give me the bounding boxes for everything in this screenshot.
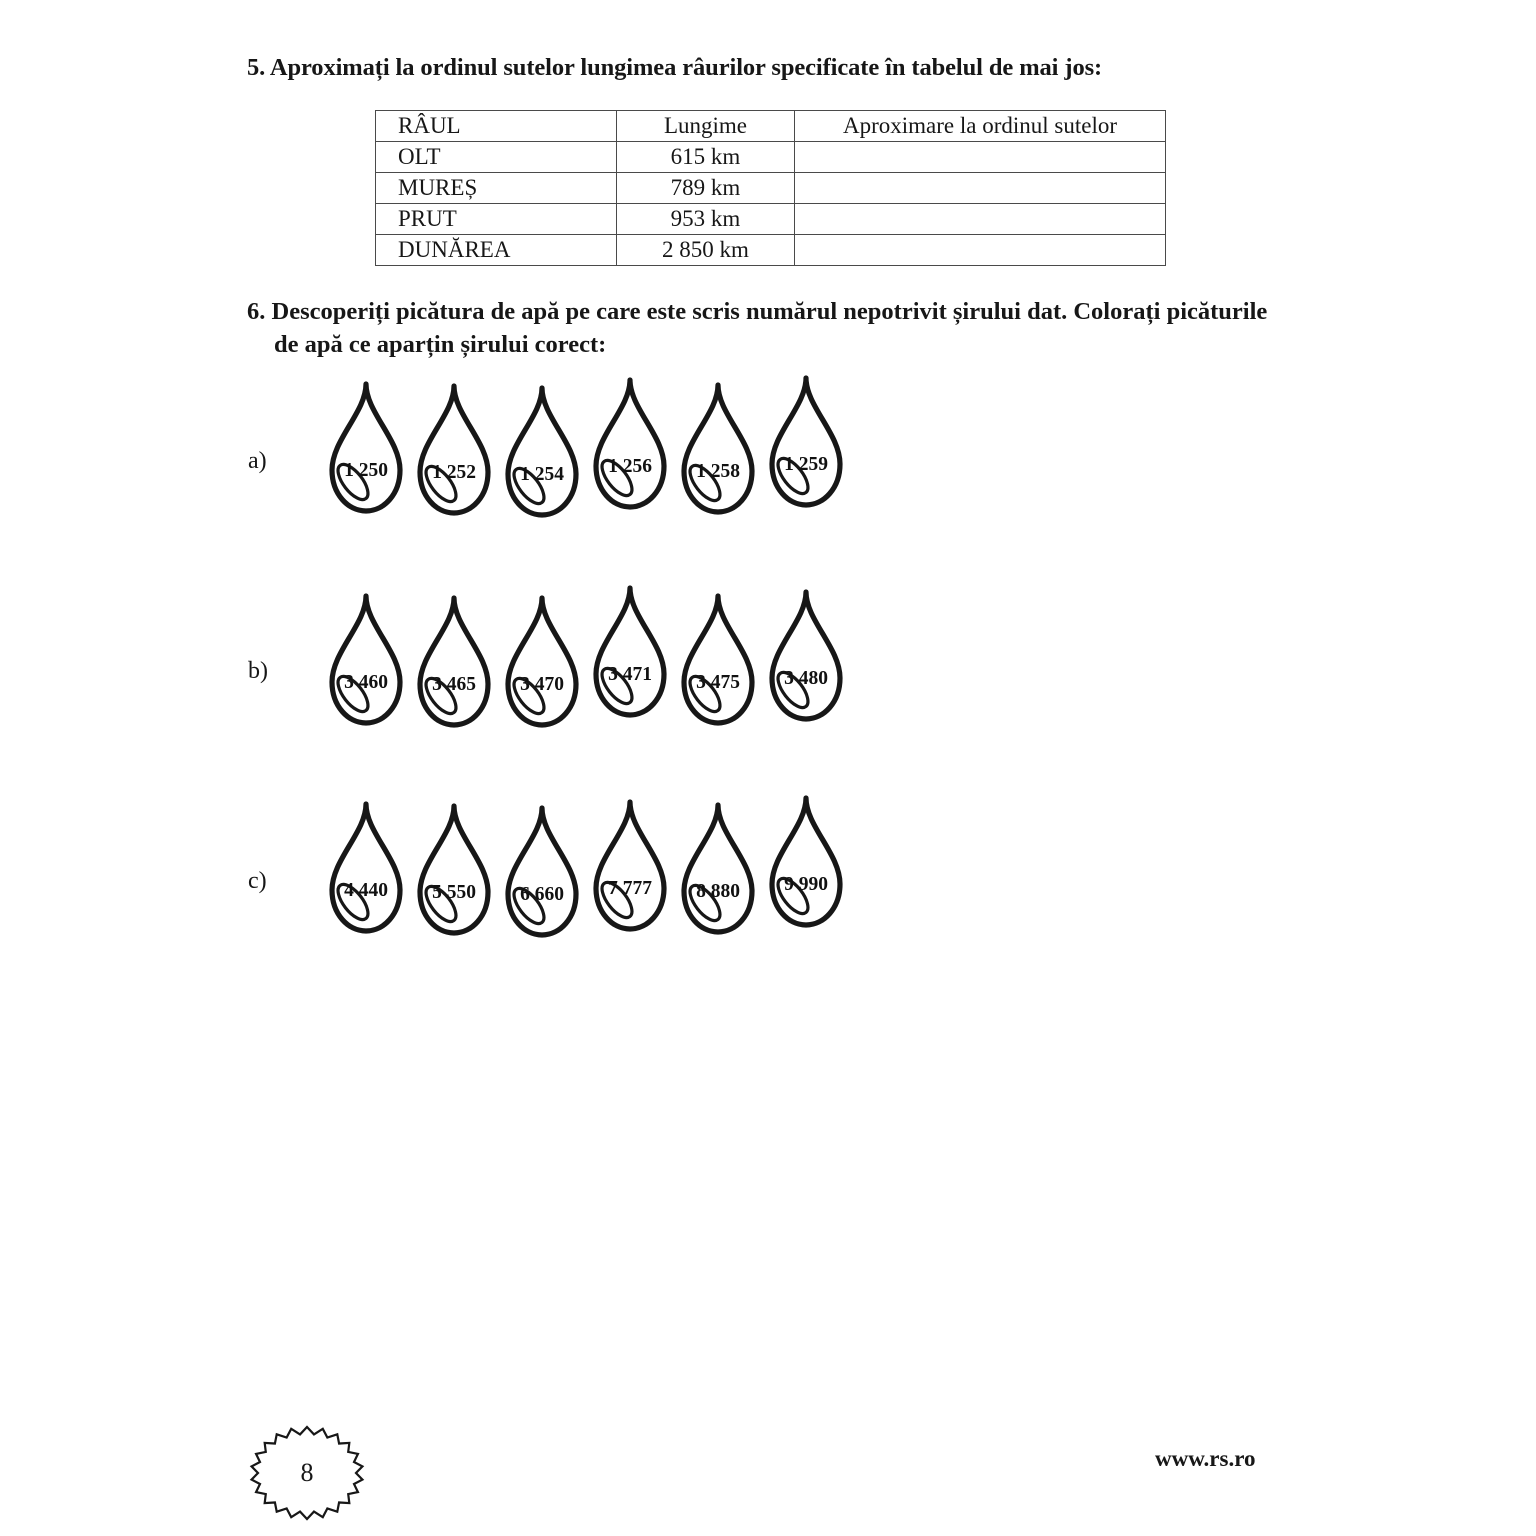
- water-droplet[interactable]: [410, 592, 498, 734]
- cell-river-length: 953 km: [617, 204, 795, 235]
- cell-approximation-answer[interactable]: [795, 142, 1166, 173]
- water-droplet[interactable]: [498, 802, 586, 944]
- water-droplet[interactable]: [322, 798, 410, 940]
- droplet-number: 5 550: [432, 882, 476, 903]
- table-row: [376, 173, 1166, 204]
- water-droplet[interactable]: [586, 582, 674, 724]
- row-label-a: a): [248, 448, 267, 474]
- droplet-number: 1 256: [608, 456, 652, 477]
- droplet-number: 3 471: [608, 664, 652, 685]
- exercise-5-heading: 5. Aproximați la ordinul sutelor lungimea râurilor specificate în tabelul de mai jos:: [247, 54, 1103, 81]
- droplet-number: 8 880: [696, 881, 740, 902]
- water-droplet[interactable]: [498, 382, 586, 524]
- water-droplet[interactable]: [762, 372, 850, 514]
- water-droplet[interactable]: [586, 374, 674, 516]
- water-droplet[interactable]: [674, 590, 762, 732]
- column-header-approximation: Aproximare la ordinul sutelor: [795, 111, 1166, 142]
- droplet-number: 1 258: [696, 461, 740, 482]
- rivers-table: [375, 110, 1166, 266]
- cell-river-name: DUNĂREA: [376, 235, 617, 266]
- table-row: [376, 235, 1166, 266]
- droplet-number: 1 259: [784, 454, 828, 475]
- cell-river-name: PRUT: [376, 204, 617, 235]
- droplet-number: 1 250: [344, 460, 388, 481]
- water-droplet[interactable]: [498, 592, 586, 734]
- cell-river-name: MUREȘ: [376, 173, 617, 204]
- droplet-number: 3 470: [520, 674, 564, 695]
- droplet-number: 3 480: [784, 668, 828, 689]
- cell-approximation-answer[interactable]: [795, 204, 1166, 235]
- droplet-number: 1 254: [520, 464, 564, 485]
- droplet-number: 3 475: [696, 672, 740, 693]
- droplet-number: 3 465: [432, 674, 476, 695]
- droplet-row-a: [322, 378, 882, 523]
- water-droplet[interactable]: [674, 379, 762, 521]
- droplet-row-c: [322, 798, 882, 943]
- droplet-row-b: [322, 590, 882, 735]
- water-droplet[interactable]: [410, 800, 498, 942]
- page-number: 8: [300, 1458, 314, 1487]
- cell-river-name: OLT: [376, 142, 617, 173]
- droplet-number: 9 990: [784, 874, 828, 895]
- water-droplet[interactable]: [674, 799, 762, 941]
- cell-river-length: 2 850 km: [617, 235, 795, 266]
- table-row: [376, 142, 1166, 173]
- table-row: [376, 204, 1166, 235]
- water-droplet[interactable]: [586, 796, 674, 938]
- cell-river-length: 789 km: [617, 173, 795, 204]
- exercise-6-heading: [247, 295, 1317, 361]
- water-droplet[interactable]: [762, 792, 850, 934]
- cell-river-length: 615 km: [617, 142, 795, 173]
- droplet-number: 7 777: [608, 878, 652, 899]
- droplet-number: 3 460: [344, 672, 388, 693]
- page-number-badge: [248, 1424, 366, 1522]
- droplet-number: 4 440: [344, 880, 388, 901]
- droplet-number: 6 660: [520, 884, 564, 905]
- water-droplet[interactable]: [762, 586, 850, 728]
- column-header-river: RÂUL: [376, 111, 617, 142]
- exercise-6-heading-line-2: de apă ce aparțin șirului corect:: [274, 331, 607, 358]
- table-header-row: [376, 111, 1166, 142]
- footer-url: www.rs.ro: [1155, 1446, 1256, 1471]
- column-header-length: Lungime: [617, 111, 795, 142]
- water-droplet[interactable]: [322, 590, 410, 732]
- cell-approximation-answer[interactable]: [795, 173, 1166, 204]
- water-droplet[interactable]: [410, 380, 498, 522]
- row-label-b: b): [248, 658, 268, 684]
- exercise-6-heading-line-1: 6. Descoperiți picătura de apă pe care este scris numărul nepotrivit șirului dat. Colorați picăturile: [247, 298, 1268, 325]
- water-droplet[interactable]: [322, 378, 410, 520]
- cell-approximation-answer[interactable]: [795, 235, 1166, 266]
- droplet-number: 1 252: [432, 462, 476, 483]
- row-label-c: c): [248, 868, 267, 894]
